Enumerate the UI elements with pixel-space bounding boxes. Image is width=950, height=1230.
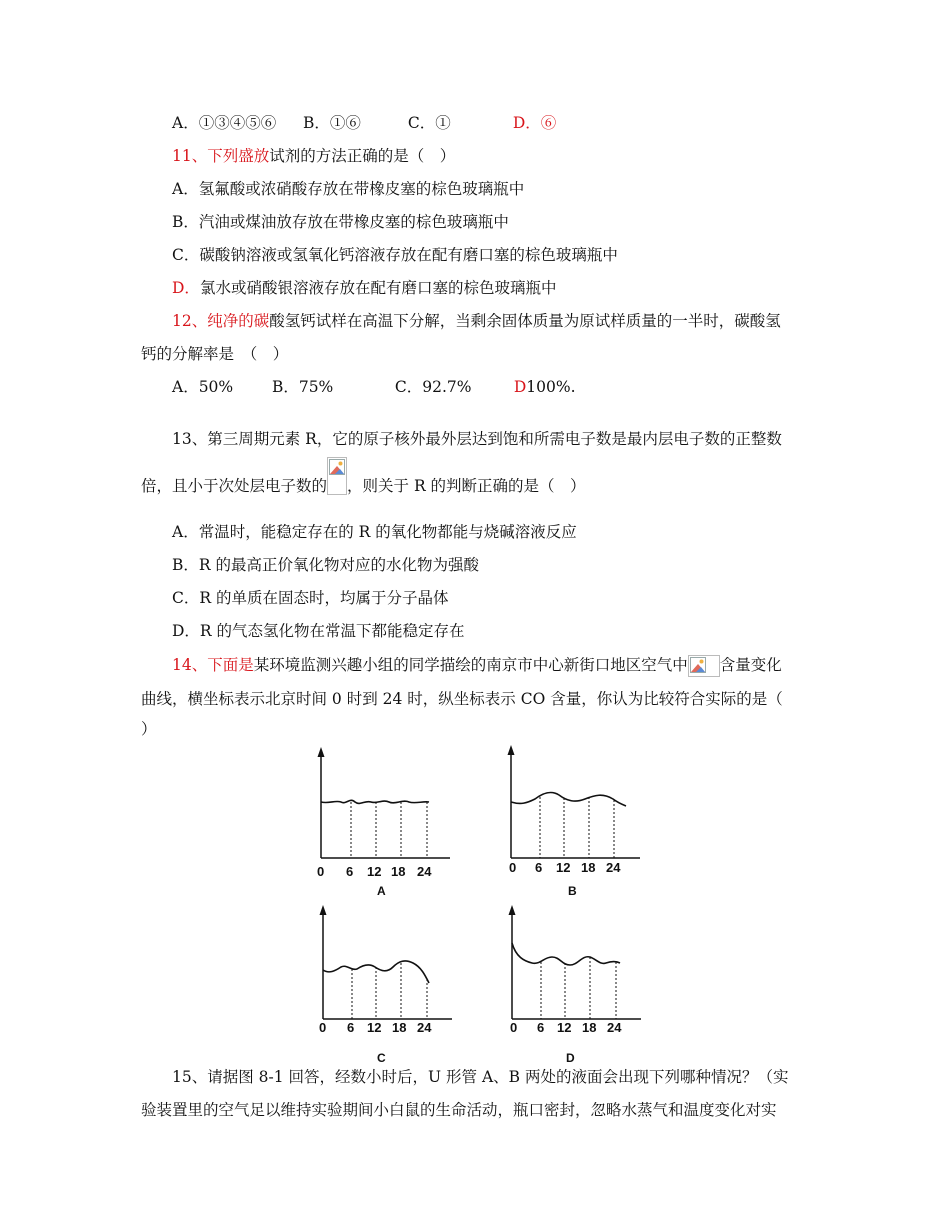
q12-option-d-text: 100%. xyxy=(526,378,576,396)
chart-b[interactable] xyxy=(495,745,645,900)
q13-stem-before-image: 倍，且小于次处层电子数的 xyxy=(141,477,328,495)
chart-a-tick-12: 12 xyxy=(367,864,382,879)
chart-d-dashes xyxy=(541,957,616,1019)
q12-number: 12、纯净的碳 xyxy=(172,312,270,330)
q11-option-d-text: 氯水或硝酸银溶液存放在配有磨口塞的棕色玻璃瓶中 xyxy=(199,279,557,297)
chart-b-label: B xyxy=(568,884,577,898)
q10-option-c[interactable]: C．① xyxy=(407,114,451,132)
q10-options-line xyxy=(172,113,556,133)
q12-option-c[interactable]: C．92.7% xyxy=(394,378,472,396)
chart-b-tick-18: 18 xyxy=(581,860,596,875)
chart-a-label: A xyxy=(377,884,386,898)
q11-stem xyxy=(172,146,455,166)
broken-image-icon xyxy=(688,655,720,677)
q10-option-d[interactable]: D．⑥ xyxy=(512,114,557,132)
chart-b-tick-24: 24 xyxy=(606,860,621,875)
q14-stem-line3: ） xyxy=(141,720,157,738)
chart-c-tick-6: 6 xyxy=(347,1020,355,1035)
chart-c-tick-18: 18 xyxy=(392,1020,407,1035)
chart-d-tick-0: 0 xyxy=(510,1020,518,1035)
q12-option-d-letter: D xyxy=(513,378,527,396)
q13-option-a[interactable]: A．常温时，能稳定存在的 R 的氧化物都能与烧碱溶液反应 xyxy=(172,523,577,541)
q11-option-a[interactable]: A．氢氟酸或浓硝酸存放在带橡皮塞的棕色玻璃瓶中 xyxy=(172,180,525,198)
chart-a-tick-0: 0 xyxy=(317,864,325,879)
chart-d-tick-18: 18 xyxy=(582,1020,597,1035)
chart-d-tick-12: 12 xyxy=(557,1020,572,1035)
q12-options-line xyxy=(172,377,576,397)
chart-d[interactable] xyxy=(496,905,646,1067)
chart-b-dashes xyxy=(540,797,614,858)
q14-stem-after-image: 含量变化 xyxy=(719,656,782,674)
chart-b-tick-0: 0 xyxy=(509,860,517,875)
q14-stem-text: 某环境监测兴趣小组的同学描绘的南京市中心新街口地区空气中 xyxy=(253,656,688,674)
chart-d-tick-24: 24 xyxy=(607,1020,622,1035)
q11-option-b[interactable]: B．汽油或煤油放存放在带橡皮塞的棕色玻璃瓶中 xyxy=(172,213,509,231)
chart-c-tick-12: 12 xyxy=(367,1020,382,1035)
chart-c-dashes xyxy=(352,963,427,1019)
chart-a-dashes xyxy=(351,802,427,858)
chart-d-label: D xyxy=(566,1051,575,1065)
chart-d-tick-6: 6 xyxy=(537,1020,545,1035)
chart-c[interactable] xyxy=(307,905,457,1067)
q14-stem xyxy=(172,655,782,677)
q13-stem-after-image: ，则关于 R 的判断正确的是（ ） xyxy=(347,477,586,495)
q11-number: 11、下列盛放 xyxy=(172,147,270,165)
chart-a-tick-18: 18 xyxy=(391,864,406,879)
chart-c-tick-0: 0 xyxy=(319,1020,327,1035)
broken-image-icon xyxy=(327,457,347,495)
q12-stem xyxy=(172,311,781,331)
chart-c-label: C xyxy=(377,1051,386,1065)
chart-a-tick-6: 6 xyxy=(346,864,354,879)
chart-b-curve xyxy=(511,792,626,806)
q13-stem-line1: 13、第三周期元素 R，它的原子核外最外层达到饱和所需电子数是最内层电子数的正整数 xyxy=(172,430,782,448)
q14-stem-line2: 曲线，横坐标表示北京时间 0 时到 24 时，纵坐标表示 CO 含量，你认为比较符合实际的是（ xyxy=(141,690,783,708)
chart-a-tick-24: 24 xyxy=(417,864,432,879)
q12-option-a[interactable]: A．50% xyxy=(172,378,234,396)
q11-option-d-letter: D． xyxy=(172,279,200,297)
q15-stem-line2: 验装置里的空气足以维持实验期间小白鼠的生命活动，瓶口密封，忽略水蒸气和温度变化对实 xyxy=(141,1101,777,1119)
q14-number: 14、下面是 xyxy=(172,656,254,674)
q13-option-c[interactable]: C．R 的单质在固态时，均属于分子晶体 xyxy=(172,589,449,607)
image-placeholder-icon xyxy=(329,459,345,475)
q15-stem-line1: 15、请据图 8-1 回答，经数小时后，U 形管 A、B 两处的液面会出现下列哪种情况？（实 xyxy=(172,1068,789,1086)
chart-d-curve xyxy=(512,943,620,965)
q11-option-d[interactable] xyxy=(172,278,556,298)
chart-a[interactable] xyxy=(305,745,455,900)
q10-option-a[interactable]: A．①③④⑤⑥ xyxy=(172,114,277,132)
chart-a-curve xyxy=(321,800,429,803)
q10-option-b[interactable]: B．①⑥ xyxy=(302,114,361,132)
q12-option-b[interactable]: B．75% xyxy=(271,378,334,396)
q13-option-d[interactable]: D．R 的气态氢化物在常温下都能稳定存在 xyxy=(172,622,465,640)
q11-stem-text: 试剂的方法正确的是（ ） xyxy=(269,147,456,165)
q12-option-d[interactable] xyxy=(514,377,576,397)
chart-a-axes xyxy=(318,747,451,858)
chart-b-tick-12: 12 xyxy=(556,860,571,875)
q12-stem-text: 酸氢钙试样在高温下分解，当剩余固体质量为原试样质量的一半时，碳酸氢 xyxy=(269,312,781,330)
q13-option-b[interactable]: B．R 的最高正价氧化物对应的水化物为强酸 xyxy=(172,556,479,574)
q13-stem-line2 xyxy=(141,476,586,496)
chart-b-tick-6: 6 xyxy=(535,860,543,875)
chart-c-axes xyxy=(320,905,453,1019)
image-placeholder-icon xyxy=(690,657,706,673)
q12-stem-line2: 钙的分解率是 （ ） xyxy=(141,345,289,363)
chart-c-tick-24: 24 xyxy=(417,1020,432,1035)
q11-option-c[interactable]: C．碳酸钠溶液或氢氧化钙溶液存放在配有磨口塞的棕色玻璃瓶中 xyxy=(172,246,618,264)
